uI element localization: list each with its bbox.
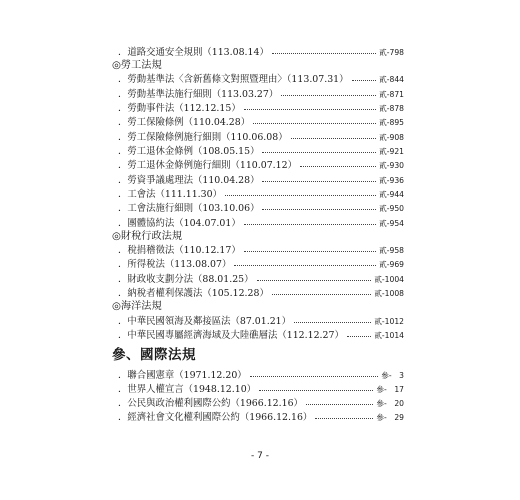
toc-entry-page: 參- 3 <box>381 371 404 380</box>
toc-entry-page: 貳-936 <box>379 176 404 185</box>
toc-entry-page: 參- 20 <box>376 399 404 408</box>
toc-entry-title: ．勞動事件法（112.12.15） <box>118 103 241 114</box>
dot-leader <box>234 265 376 266</box>
toc-entry <box>118 381 404 395</box>
toc-entry-page: 貳-950 <box>379 204 404 213</box>
toc-entry-page: 貳-878 <box>379 104 404 113</box>
section-heading-ocean: ◎海洋法規 <box>112 301 162 312</box>
toc-entry-page: 貳-908 <box>379 133 404 142</box>
dot-leader <box>262 181 376 182</box>
toc-entry-title: ．世界人權宣言（1948.12.10） <box>118 384 257 395</box>
toc-entry-page: 貳-1008 <box>374 289 404 298</box>
toc-entry-page: 貳-844 <box>379 75 404 84</box>
dot-leader <box>291 138 377 139</box>
toc-entry-title: ．稅捐稽徵法（110.12.17） <box>118 245 241 256</box>
dot-leader <box>244 109 376 110</box>
section-heading-tax: ◎財稅行政法規 <box>112 231 183 242</box>
toc-entry-title: ．勞工保險條例施行細則（110.06.08） <box>118 132 288 143</box>
dot-leader <box>244 224 376 225</box>
toc-entry <box>118 200 404 214</box>
chapter-title: 參、國際法規 <box>112 347 196 363</box>
toc-entry-page: 貳-958 <box>379 246 404 255</box>
toc-entry <box>118 186 404 200</box>
toc-entry-page: 貳-954 <box>379 219 404 228</box>
toc-entry <box>118 157 404 171</box>
toc-entry-page: 貳-930 <box>379 161 404 170</box>
toc-entry-title: ．工會法（111.11.30） <box>118 189 222 200</box>
toc-entry-page: 貳-944 <box>379 190 404 199</box>
toc-entry-title: ．團體協約法（104.07.01） <box>118 218 241 229</box>
dot-leader <box>262 209 376 210</box>
dot-leader <box>253 123 376 124</box>
toc-entry-title: ．所得稅法（113.08.07） <box>118 259 232 270</box>
dot-leader <box>250 376 379 377</box>
toc-entry-title: ．勞動基準法〈含新舊條文對照暨理由〉（113.07.31） <box>118 74 349 85</box>
toc-entry-page: 參- 17 <box>376 385 404 394</box>
dot-leader <box>272 53 376 54</box>
toc-entry-page: 貳-895 <box>379 118 404 127</box>
toc-entry <box>118 395 404 409</box>
toc-entry <box>118 271 404 285</box>
toc-entry-page: 貳-1014 <box>374 331 404 340</box>
toc-entry <box>118 129 404 143</box>
toc-entry <box>118 86 404 100</box>
toc-entry <box>118 114 404 128</box>
toc-entry-page: 貳-969 <box>379 260 404 269</box>
toc-entry <box>118 71 404 85</box>
toc-entry-page: 貳-921 <box>379 147 404 156</box>
toc-entry-page: 貳-1012 <box>374 317 404 326</box>
dot-leader <box>259 390 373 391</box>
toc-entry <box>118 327 404 341</box>
toc-entry-title: ．勞資爭議處理法（110.04.28） <box>118 175 260 186</box>
toc-entry <box>118 409 404 423</box>
toc-entry <box>118 256 404 270</box>
toc-entry-title: ．納稅者權利保護法（105.12.28） <box>118 288 269 299</box>
toc-entry-page: 貳-798 <box>379 48 404 57</box>
toc-entry-title: ．道路交通安全規則（113.08.14） <box>118 47 269 58</box>
toc-entry-page: 貳-1004 <box>374 275 404 284</box>
toc-entry-title: ．工會法施行細則（103.10.06） <box>118 203 260 214</box>
dot-leader <box>315 418 373 419</box>
toc-entry-title: ．勞工保險條例（110.04.28） <box>118 117 251 128</box>
toc-entry <box>118 143 404 157</box>
page-number: - 7 - <box>251 451 269 461</box>
toc-entry <box>118 172 404 186</box>
dot-leader <box>300 166 376 167</box>
dot-leader <box>257 280 372 281</box>
toc-entry-title: ．經濟社會文化權利國際公約（1966.12.16） <box>118 412 313 423</box>
dot-leader <box>272 294 371 295</box>
toc-entry-page: 貳-871 <box>379 90 404 99</box>
toc-entry-title: ．中華民國專屬經濟海域及大陸礁層法（112.12.27） <box>118 330 344 341</box>
toc-entry-title: ．公民與政治權利國際公約（1966.12.16） <box>118 398 303 409</box>
toc-entry <box>118 313 404 327</box>
dot-leader <box>306 404 373 405</box>
dot-leader <box>225 195 376 196</box>
toc-entry <box>118 367 404 381</box>
dot-leader <box>352 80 377 81</box>
section-heading-labor: ◎勞工法規 <box>112 60 162 71</box>
dot-leader <box>294 322 371 323</box>
toc-entry-page: 參- 29 <box>376 413 404 422</box>
dot-leader <box>281 95 376 96</box>
dot-leader <box>244 251 376 252</box>
toc-entry <box>118 100 404 114</box>
toc-entry-title: ．勞工退休金條例施行細則（110.07.12） <box>118 160 297 171</box>
toc-entry-title: ．勞動基準法施行細則（113.03.27） <box>118 89 279 100</box>
dot-leader <box>262 152 376 153</box>
toc-entry <box>118 242 404 256</box>
toc-entry-title: ．勞工退休金條例（108.05.15） <box>118 146 260 157</box>
toc-entry-title: ．聯合國憲章（1971.12.20） <box>118 370 247 381</box>
toc-entry-title: ．中華民國領海及鄰接區法（87.01.21） <box>118 316 291 327</box>
toc-entry-title: ．財政收支劃分法（88.01.25） <box>118 274 254 285</box>
dot-leader <box>347 336 371 337</box>
